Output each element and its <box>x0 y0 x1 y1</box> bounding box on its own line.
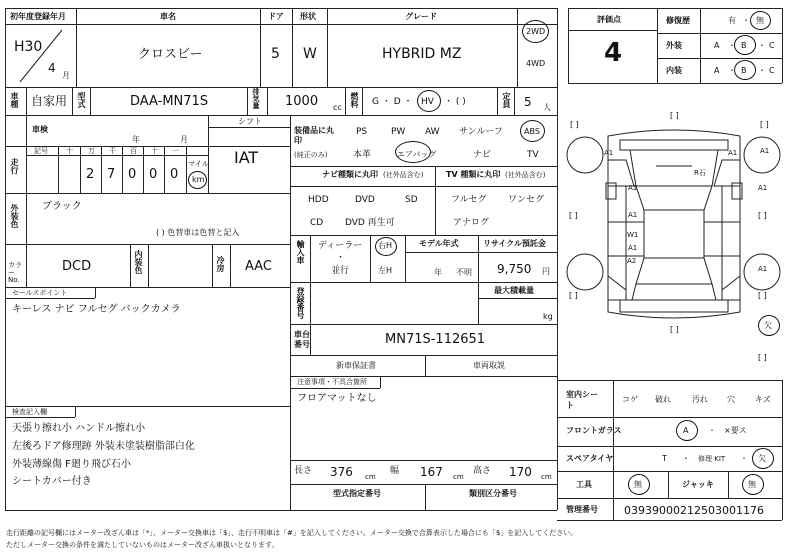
import-label: 輸入車 <box>296 240 305 264</box>
equip-navi: ナビ <box>473 150 492 160</box>
tv-sub: (社外品含む) <box>505 171 546 179</box>
seat-tear: 破れ <box>655 395 671 404</box>
spare-kit: 修理 KIT <box>698 455 726 463</box>
ext-b: B <box>741 41 747 50</box>
mark-stone-chip: R石 <box>694 169 706 177</box>
equip-abs: ABS <box>524 127 540 136</box>
tv-fullseg: フルセグ <box>451 195 487 205</box>
length-label: 長さ <box>294 466 313 476</box>
category-label: 類別区分番号 <box>469 489 517 498</box>
int-dot1: ・ <box>728 66 736 75</box>
navi-dvd-play: DVD 再生可 <box>345 218 395 228</box>
equip-tv: TV <box>527 150 539 160</box>
chassis-label: 車台番号 <box>294 330 310 349</box>
model-year-label: モデル年式 <box>419 239 459 248</box>
width-unit: cm <box>453 473 464 481</box>
drive-2wd: 2WD <box>526 27 546 36</box>
mileage-digit-0: 2 <box>86 167 95 182</box>
spare-tire-label: スペアタイヤ <box>566 454 614 463</box>
mark-a1-right-fender: A1 <box>758 184 768 192</box>
place-label-3: 百 <box>130 147 137 155</box>
bracket-9: [ ] <box>758 353 767 362</box>
shift-label: シフト <box>238 117 262 126</box>
bracket-4: [ ] <box>569 211 578 220</box>
drive-4wd: 4WD <box>526 59 546 68</box>
windshield-replace: ×要ス <box>724 426 747 435</box>
registration-label: 登録番号 <box>296 287 305 319</box>
footer-line-2: ただしメーター交換の条件を満たしていないものはメーター改ざん車扱いとなります。 <box>6 541 279 549</box>
navi-sd: SD <box>405 195 418 205</box>
int-c: C <box>769 66 775 75</box>
inspection-note-2: 外装薄線傷 F廻り飛び石小 <box>12 459 131 470</box>
tools-value: 無 <box>634 480 642 489</box>
capacity: 5 <box>524 95 532 109</box>
place-label-0: 十 <box>66 147 73 155</box>
mark-a1-front-left: A1 <box>604 149 614 157</box>
shift-value: IAT <box>234 148 259 167</box>
inspection-label: 車検 <box>32 125 48 134</box>
mark-missing: 欠 <box>764 321 772 330</box>
bracket-8: [ ] <box>670 325 679 334</box>
door-label: ドア <box>268 12 284 21</box>
inspection-note-1: 左後ろドア修理跡 外装未塗装樹脂部白化 <box>12 441 195 452</box>
inspection-year-unit: 年 <box>132 135 140 144</box>
footer-line-1: 走行距離の記号欄にはメーター改ざん車は「*」、メーター交換車は「$」、走行不明車は「#」を記入してください。メーター交換で合算表示した場合にも「$」を記入してください。 <box>6 529 578 537</box>
ext-a: A <box>714 41 720 50</box>
mileage-symbol-label: 記号 <box>34 147 48 155</box>
length-unit: cm <box>365 473 376 481</box>
management-label: 管理番号 <box>566 505 598 514</box>
mileage-digit-1: 7 <box>107 167 116 182</box>
seat-burn: コゲ <box>622 395 638 404</box>
first-reg-year: H30 <box>14 39 43 55</box>
place-label-5: 一 <box>172 147 179 155</box>
management-number: 03939000212503001176 <box>624 504 764 517</box>
ext-c: C <box>769 41 775 50</box>
equip-sunroof: サンルーフ <box>459 127 503 137</box>
import-parallel: 並行 <box>331 266 350 276</box>
windshield-a: A <box>683 426 689 435</box>
exterior-color-note: ( ) 色替車は色替と記入 <box>156 228 240 237</box>
km-label: km <box>192 175 205 184</box>
ac-value: AAC <box>245 259 272 274</box>
kg-unit: kg <box>543 312 553 321</box>
displacement-label: 排気量 <box>252 88 260 109</box>
fuel-paren: ・ ( ) <box>444 97 466 107</box>
capacity-label: 定員 <box>502 92 511 108</box>
bracket-6: [ ] <box>569 291 578 300</box>
spare-missing: 欠 <box>758 454 766 463</box>
mileage-digit-2: 0 <box>128 167 137 182</box>
mile-label: マイル <box>188 160 209 168</box>
import-dot: ・ <box>336 253 346 263</box>
fuel-options: G ・ D ・ <box>372 97 413 107</box>
navi-dvd: DVD <box>355 195 375 205</box>
equip-leather: 本革 <box>353 150 372 160</box>
new-car-warranty: 新車保証書 <box>336 361 376 370</box>
navi-hdd: HDD <box>308 195 329 205</box>
mark-a1-right-rear: A1 <box>758 265 768 273</box>
first-reg-label: 初年度登録年月 <box>10 12 66 21</box>
height-label: 高さ <box>473 466 492 476</box>
capacity-unit: 人 <box>543 103 551 112</box>
mark-a1-left-fender: A1 <box>628 184 638 192</box>
grade: HYBRID MZ <box>382 46 462 62</box>
width-label: 幅 <box>390 466 400 476</box>
yen-unit: 円 <box>542 267 550 276</box>
vehicle-type-label: 車種 <box>10 92 19 108</box>
bracket-3: [ ] <box>670 111 679 120</box>
model-year-unit: 年 <box>434 268 442 277</box>
fuel-selected: HV <box>421 97 434 107</box>
seat-dirt: 汚れ <box>692 395 708 404</box>
mark-a1-left-rear: A1 <box>628 244 638 252</box>
doors: 5 <box>271 46 280 62</box>
manual: 車両取説 <box>473 361 505 370</box>
repair-history-label: 修復歴 <box>666 16 690 25</box>
mark-a1-front-right: A1 <box>728 149 738 157</box>
mileage-label: 走行 <box>10 158 19 174</box>
chassis-number: MN71S-112651 <box>385 332 486 347</box>
windshield-dot: ・ <box>708 426 716 435</box>
exterior-grade-label: 外装 <box>666 41 682 50</box>
height-value: 170 <box>509 465 532 479</box>
month-unit: 月 <box>62 71 70 80</box>
bracket-7: [ ] <box>758 291 767 300</box>
tv-analog: アナログ <box>453 218 490 228</box>
inspection-note-3: シートカバー付き <box>12 476 92 487</box>
sales-points-label: セールスポイント <box>12 289 68 297</box>
height-unit: cm <box>541 473 552 481</box>
mileage-digit-4: 0 <box>170 167 179 182</box>
fuel-label: 燃料 <box>350 92 359 108</box>
mark-a1-left-door: A1 <box>628 211 638 219</box>
width-value: 167 <box>420 465 443 479</box>
repair-yes: 有 <box>728 16 736 25</box>
model-year-unknown: 不明 <box>456 268 472 277</box>
import-dealer: ディーラー <box>318 241 363 251</box>
bracket-1: [ ] <box>570 120 579 129</box>
inspection-month-unit: 月 <box>180 135 188 144</box>
notices-text: フロアマットなし <box>297 393 377 404</box>
score-value: 4 <box>604 38 623 68</box>
equip-pw: PW <box>391 127 406 137</box>
windshield-label: フロントガラス <box>566 426 622 435</box>
score-label: 評価点 <box>597 15 621 24</box>
spare-t: T <box>662 454 667 463</box>
model: DAA-MN71S <box>130 94 209 109</box>
left-handle: 左H <box>378 266 393 275</box>
cc-unit: cc <box>333 103 342 112</box>
spare-dot: ・ <box>682 454 690 463</box>
place-label-4: 十 <box>151 147 158 155</box>
recycle-value: 9,750 <box>497 262 532 276</box>
jack-value: 無 <box>748 480 756 489</box>
model-label: 型式 <box>77 92 86 108</box>
equip-ps: PS <box>356 127 368 137</box>
int-dot2: ・ <box>758 66 766 75</box>
navi-cd: CD <box>310 218 324 228</box>
jack-label: ジャッキ <box>682 480 714 489</box>
color-no: DCD <box>62 259 92 274</box>
tv-label: TV 種類に丸印 <box>446 170 501 179</box>
color-no-label: カラーNo. <box>8 261 22 285</box>
first-reg-month: 4 <box>48 61 56 75</box>
equipment-sub: (純正のみ) <box>294 151 328 159</box>
navi-label: ナビ種類に丸印 <box>322 170 378 179</box>
spare-dot2: ・ <box>740 454 748 463</box>
bracket-2: [ ] <box>760 120 769 129</box>
sales-points: キーレス ナビ フルセグ バックカメラ <box>12 304 181 315</box>
place-label-1: 万 <box>88 147 95 155</box>
shape: W <box>303 46 317 62</box>
car-name: クロスビー <box>138 47 203 62</box>
seat-scratch: キズ <box>755 395 771 404</box>
length-value: 376 <box>330 465 353 479</box>
grade-label: グレード <box>405 12 437 21</box>
equip-aw: AW <box>425 127 440 137</box>
inspection-notes-label: 検査記入欄 <box>12 408 47 416</box>
type-designation-label: 型式指定番号 <box>333 489 381 498</box>
bracket-5: [ ] <box>758 211 767 220</box>
max-load-label: 最大積載量 <box>494 286 534 295</box>
shape-label: 形状 <box>300 12 316 21</box>
ext-dot1: ・ <box>728 41 736 50</box>
equipment-label: 装備品に丸印 <box>294 126 334 146</box>
ext-dot2: ・ <box>758 41 766 50</box>
navi-sub: (社外品含む) <box>383 171 424 179</box>
mark-a2-left-rear-quarter: A2 <box>627 257 637 265</box>
notices-label: 注意事項・不具合箇所 <box>297 378 367 386</box>
car-name-label: 車名 <box>160 12 176 21</box>
tv-oneseg: ワンセグ <box>508 195 545 205</box>
repair-dot: ・ <box>742 16 750 25</box>
interior-grade-label: 内装 <box>666 66 682 75</box>
vehicle-type: 自家用 <box>31 94 68 108</box>
mark-w1-left-rear: W1 <box>627 231 639 239</box>
ac-label: 冷房 <box>216 256 225 272</box>
interior-color-label: 内装色 <box>134 250 143 274</box>
inspection-note-0: 天張り擦れ小 ハンドル擦れ小 <box>12 423 146 434</box>
right-handle: 右H <box>378 241 393 250</box>
place-label-2: 千 <box>109 147 116 155</box>
exterior-color: ブラック <box>42 201 82 212</box>
int-b: B <box>741 66 747 75</box>
equip-airbag: エアバッグ <box>397 150 437 159</box>
interior-seat-label: 室内シート <box>566 390 598 411</box>
exterior-color-label: 外装色 <box>10 204 19 228</box>
seat-hole: 穴 <box>727 395 735 404</box>
mark-a1-right-front: A1 <box>760 147 770 155</box>
tools-label: 工具 <box>576 480 592 489</box>
recycle-label: リサイクル預託金 <box>483 239 546 248</box>
repair-none: 無 <box>756 16 764 25</box>
displacement: 1000 <box>285 94 319 109</box>
int-a: A <box>714 66 720 75</box>
mileage-digit-3: 0 <box>149 167 158 182</box>
